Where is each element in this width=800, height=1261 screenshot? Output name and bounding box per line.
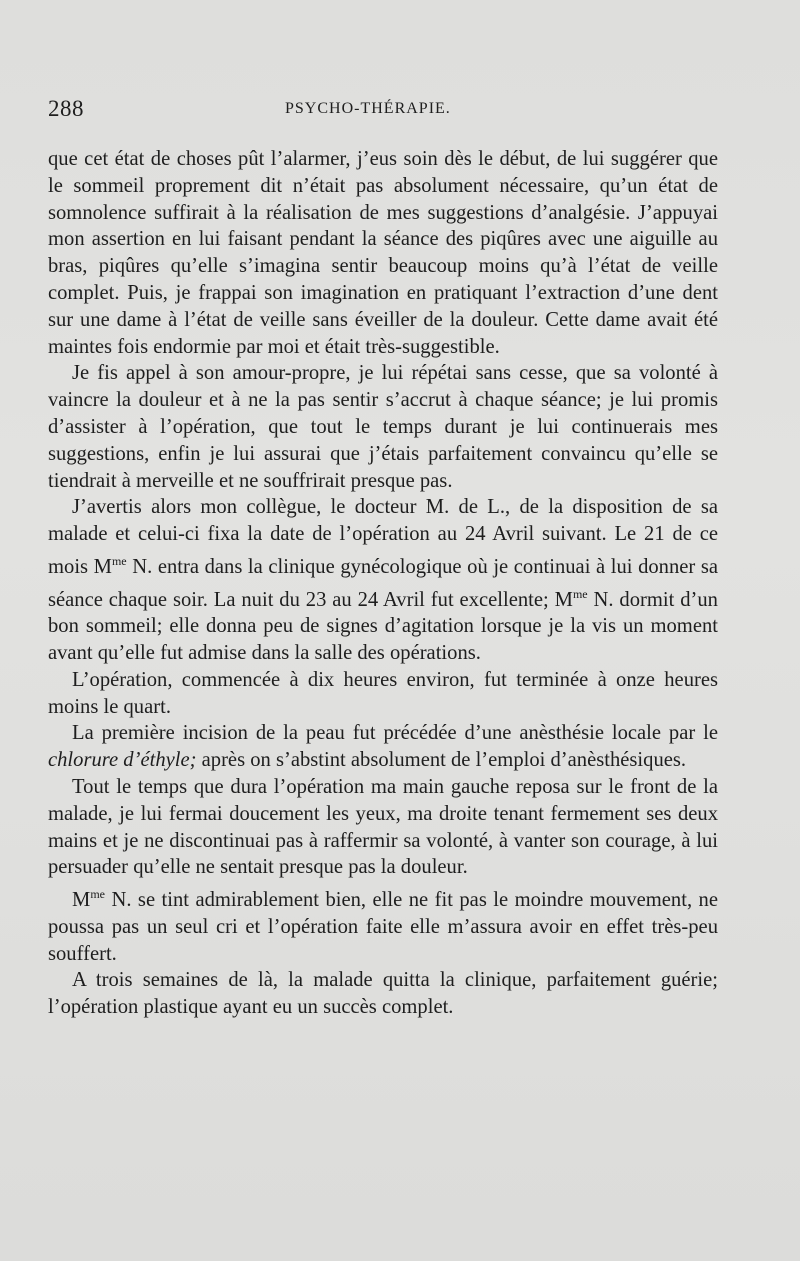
running-title: PSYCHO-THÉRAPIE.: [285, 100, 451, 117]
paragraph-text: que cet état de choses pût l’alarmer, j’eus soin dès le début, de lui suggérer que le sommeil proprement dit n’était pas absolument nécessaire, qu’un état de somnolence suffirait à la réalisation de mes suggestions d’analgésie. J’appuyai mon assertion en lui faisant pendant la séance des piqûres avec une aiguille au bras, piqûres qu’elle s’imagina sentir beaucoup moins qu’à l’état de veille complet. Puis, je frappai son imagination en pratiquant l’extraction d’une dent sur une dame à l’état de veille sans éveiller de la douleur. Cette dame avait été maintes fois endormie par moi et était très-suggestible.: [48, 148, 718, 358]
paragraph-text: L’opération, commencée à dix heures environ, fut terminée à onze heures moins le quart.: [48, 668, 718, 718]
paragraph: [48, 720, 718, 774]
superscript-me: me: [90, 887, 105, 902]
paragraph: [48, 146, 718, 360]
superscript-me: me: [572, 586, 588, 601]
paragraph: [48, 967, 718, 1021]
paragraph-text: M: [72, 889, 91, 912]
italic-term: chlorure d’éthyle;: [48, 749, 197, 772]
paragraph: [48, 494, 718, 667]
page-number: 288: [48, 96, 84, 121]
paragraph-text: N. se tint admirablement bien, elle ne fit pas le moindre mouvement, ne poussa pas un seul cri et l’opération faite elle m’assura avoir en effet très-peu souffert.: [48, 889, 718, 965]
superscript-me: me: [111, 553, 127, 568]
paragraph: [48, 881, 718, 967]
paragraph-text: N. dormit d’un bon sommeil; elle donna peu de signes d’agitation lorsque je la vis un moment avant qu’elle fut admise dans la salle des opérations.: [48, 588, 718, 665]
paragraph-text: après on s’abstint absolument de l’emploi d’anèsthésiques.: [196, 749, 687, 772]
paragraph-text: N. entra dans la clinique gynécologique où je continuai à lui donner sa séance chaque soir. La nuit du 23 au 24 Avril fut excellente; M: [48, 555, 719, 611]
running-head: [48, 96, 708, 126]
paragraph: [48, 774, 718, 881]
paragraph-text: Je fis appel à son amour-propre, je lui répétai sans cesse, que sa volonté à vaincre la douleur et à ne la pas sentir s’accrut à chaque séance; je lui promis d’assister à l’opération, que tout le temps durant je lui continuerais mes suggestions, enfin je lui assurai que j’étais parfaitement convaincu qu’elle se tiendrait à merveille et ne souffrirait presque pas.: [48, 362, 718, 492]
paragraph-text: La première incision de la peau fut précédée d’une anèsthésie locale par le: [72, 722, 718, 745]
paragraph-text: Tout le temps que dura l’opération ma main gauche reposa sur le front de la malade, je lui fermai doucement les yeux, ma droite tenant fermement ses deux mains et je ne discontinuai pas à raffermir sa volonté, à vanter son courage, à lui persuader qu’elle ne sentait presque pas la douleur.: [48, 776, 718, 879]
paragraph-text: A trois semaines de là, la malade quitta la clinique, parfaitement guérie; l’opération plastique ayant eu un succès complet.: [48, 969, 718, 1019]
paragraph: [48, 360, 718, 494]
body-text: [48, 146, 718, 1021]
paragraph: [48, 667, 718, 721]
paragraph-text: J’avertis alors mon collègue, le docteur M. de L., de la disposition de sa malade et celui-ci fixa la date de l’opération au 24 Avril suivant. Le 21 de ce mois M: [48, 496, 718, 578]
